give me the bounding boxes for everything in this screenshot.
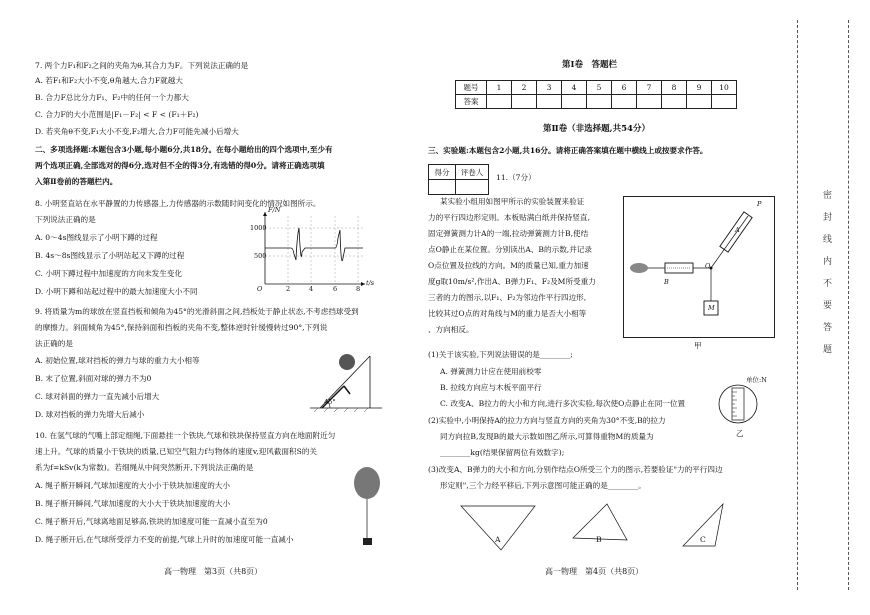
force-triangles <box>455 498 755 558</box>
q11-sub2: (2)实验中,小明保持A的拉力方向与竖直方向的夹角为30°不变,B的拉力 <box>428 416 666 425</box>
q8-option-c[interactable]: C. 小明下蹲过程中加速度的方向未发生变化 <box>35 269 183 278</box>
right-footer: 高一物理 第4页（共8页） <box>545 567 644 576</box>
graph-xlabel: t/s <box>366 279 375 287</box>
q11-para-line: 比较其过O点的对角线与M的重力是否大小相等 <box>428 309 587 318</box>
q11-sub1-b[interactable]: B. 拉线方向应与木板平面平行 <box>440 383 542 392</box>
q9-option-c[interactable]: C. 球对斜面的弹力一直先减小后增大 <box>35 392 160 401</box>
ans-num: 10 <box>712 81 737 95</box>
seal-margin-text: 密 封 线 内 不 要 答 题 <box>821 190 831 355</box>
section2-line2: 两个选项正确,全部选对的得6分,选对但不全的得3分,有选错的得0分。请将正确选项填 <box>35 161 325 170</box>
q11-sub3-b: 形定则",三个力经平移后,下列示意图可能正确的是________。 <box>440 481 646 490</box>
answer-table <box>455 80 737 109</box>
left-footer: 高一物理 第3页（共8页） <box>164 567 263 576</box>
ans-cell[interactable] <box>612 95 637 109</box>
seal-line-outer <box>848 20 849 590</box>
q11-para-line: 点O静止在某位置。分别读出A、B的示数,并记录 <box>428 245 592 254</box>
ans-num: 1 <box>487 81 512 95</box>
q11-sub3: (3)改变A、B弹力的大小和方向,分别作结点O所受三个力的图示,若要验证"力的平行四边 <box>428 465 723 474</box>
graph-tick-6: 6 <box>333 285 338 293</box>
q9-stem: 9. 将质量为m的球放在竖直挡板和倾角为45°的光滑斜面之间,挡板处于静止状态,不考虑挡球受到 <box>35 307 359 316</box>
ans-cell[interactable] <box>662 95 687 109</box>
ans-num: 4 <box>562 81 587 95</box>
graph-tick-2: 2 <box>286 285 291 293</box>
q7-option-b[interactable]: B. 合力F总比分力F₁、F₂中的任何一个力都大 <box>35 93 189 102</box>
q9-option-d[interactable]: D. 球对挡板的弹力先增大后减小 <box>35 410 145 419</box>
label-p: P <box>757 200 762 208</box>
triangle-c-label[interactable]: C <box>700 535 706 544</box>
label-a: A <box>735 226 740 234</box>
spring-scale-reading <box>718 378 762 426</box>
ans-num: 8 <box>662 81 687 95</box>
section3-title: 三、实验题:本题包含2小题,共16分。请将正确答案填在题中横线上或按要求作答。 <box>428 146 708 155</box>
q11-sub1-c[interactable]: C. 改变A、B拉力的大小和方向,进行多次实验,每次使O点静止在同一位置 <box>440 399 686 408</box>
q11-para-line: 某实验小组用如图甲所示的实验装置来验证 <box>440 197 585 206</box>
q8-option-a[interactable]: A. 0～4s图线显示了小明下蹲的过程 <box>35 233 158 242</box>
graph-tick-1000: 1000 <box>250 224 267 232</box>
incline-angle-label: 45° <box>324 398 336 406</box>
section2-line1: 二、多项选择题:本题包含3小题,每小题6分,共18分。在每小题给出的四个选项中,至少有 <box>35 145 333 154</box>
grader-label: 评卷人 <box>456 165 489 180</box>
q10-option-b[interactable]: B. 绳子断开瞬间,气球加速度的大小大于铁块加速度的大小 <box>35 499 231 508</box>
triangle-a-label[interactable]: A <box>495 535 501 544</box>
q8-stem2: 下列说法正确的是 <box>35 215 96 224</box>
grader-cell[interactable] <box>456 180 489 195</box>
ans-cell[interactable] <box>712 95 737 109</box>
q11-para-line: 三者的力的图示,以F₁、F₂为邻边作平行四边形, <box>428 293 587 302</box>
graph-tick-8: 8 <box>356 285 361 293</box>
q11-para-line: O点位置及拉线的方向。M的质量已知,重力加速 <box>428 261 589 270</box>
ans-cell[interactable] <box>562 95 587 109</box>
q10-stem2: 速上升。气球的质量小于铁块的质量,已知空气阻力f与物体的速度v,迎风截面积S的关 <box>35 447 318 456</box>
unit-label: 单位:N <box>746 376 767 384</box>
ans-cell[interactable] <box>587 95 612 109</box>
label-m: M <box>708 304 715 312</box>
q11-sub1: (1)关于该实验,下列说法错误的是________; <box>428 350 573 359</box>
balloon-figure <box>352 466 382 550</box>
triangle-b-label[interactable]: B <box>596 535 602 544</box>
section2-line3: 入第Ⅱ卷前的答题栏内。 <box>35 177 118 186</box>
q10-stem: 10. 在氢气球的气嘴上部定细绳,下面悬挂一个铁块,气球和铁块保持竖直方向在地面附近匀 <box>35 431 336 440</box>
q11-sub2-c: ________kg(结果保留两位有效数字); <box>440 448 565 457</box>
q11-para-line: 、方向相反。 <box>428 325 474 334</box>
graph-ylabel: F/N <box>268 206 281 214</box>
q11-para-line: 固定弹簧测力计A的一端,拉动弹簧测力计B,使结 <box>428 229 589 238</box>
q8-option-b[interactable]: B. 4s～8s图线显示了小明站起又下蹲的过程 <box>35 251 185 260</box>
force-time-graph <box>243 208 371 292</box>
q11-title: 11.（7分） <box>496 173 536 182</box>
score-table <box>428 164 489 195</box>
q8-option-d[interactable]: D. 小明下蹲和站起过程中的最大加速度大小不同 <box>35 287 198 296</box>
q7-option-d[interactable]: D. 若夹角θ不变,F₁大小不变,F₂增大,合力F可能先减小后增大 <box>35 127 239 136</box>
ans-cell[interactable] <box>537 95 562 109</box>
q10-option-a[interactable]: A. 绳子断开瞬间,气球加速度的大小小于铁块加速度的大小 <box>35 481 230 490</box>
q7-option-c[interactable]: C. 合力F的大小范围是|F₁－F₂| < F < (F₁＋F₂) <box>35 110 199 119</box>
q11-para-line: 力的平行四边形定则。本板贴满白纸并保持竖直, <box>428 213 590 222</box>
q9-stem3: 法正确的是 <box>35 339 73 348</box>
graph-tick-4: 4 <box>309 285 314 293</box>
incline-figure <box>308 350 384 412</box>
ans-label: 答案 <box>456 95 487 109</box>
q7-option-a[interactable]: A. 若F₁和F₂大小不变,θ角越大,合力F就越大 <box>35 76 183 85</box>
q10-option-d[interactable]: D. 绳子断开后,在气球所受浮力不变的前提,气球上升时的加速度可能一直减小 <box>35 535 294 544</box>
ans-cell[interactable] <box>637 95 662 109</box>
q8-stem: 8. 小明竖直站在水平静置的力传感器上,力传感器的示数随时间变化的情况如图所示。 <box>35 199 321 208</box>
figure-yi-caption: 乙 <box>736 429 744 438</box>
score-label: 得分 <box>429 165 456 180</box>
ans-num: 3 <box>537 81 562 95</box>
score-cell[interactable] <box>429 180 456 195</box>
q9-stem2: 的摩擦力。斜面倾角为45°,保持斜面和挡板的夹角不变,整体逆时针缓慢转过90°,下列说 <box>35 323 328 332</box>
q10-stem3: 系为f=kSv(k为常数)。若细绳从中间突然断开,下列说法正确的是 <box>35 463 254 472</box>
seal-line <box>797 20 798 590</box>
ans-num: 7 <box>637 81 662 95</box>
answer-section-title: 第Ⅰ卷 答题栏 <box>562 60 617 70</box>
ans-head: 题号 <box>456 81 487 95</box>
ans-num: 9 <box>687 81 712 95</box>
graph-tick-500: 500 <box>254 252 267 260</box>
q9-option-b[interactable]: B. 末了位置,斜面对球的弹力不为0 <box>35 374 152 383</box>
label-o: O <box>705 262 711 270</box>
ans-cell[interactable] <box>512 95 537 109</box>
q11-para-line: 度g取10m/s²,作出A、B弹力F₁、F₂及M所受重力 <box>428 277 596 286</box>
apparatus-figure <box>623 196 773 336</box>
graph-origin: O <box>257 285 263 293</box>
ans-num: 5 <box>587 81 612 95</box>
q7-stem: 7. 两个力F₁和F₂之间的夹角为θ,其合力为F。下列说法正确的是 <box>35 61 249 70</box>
ans-cell[interactable] <box>487 95 512 109</box>
ans-num: 2 <box>512 81 537 95</box>
part2-title: 第Ⅱ卷（非选择题,共54分） <box>543 124 650 134</box>
figure-jia-caption: 甲 <box>694 341 702 350</box>
q11-sub2-b: 同方向拉B,发现B的最大示数如图乙所示,可算得重物M的质量为 <box>440 432 654 441</box>
q11-sub1-a[interactable]: A. 弹簧测力计应在使用前校零 <box>440 367 542 376</box>
ans-cell[interactable] <box>687 95 712 109</box>
ans-num: 6 <box>612 81 637 95</box>
q9-option-a[interactable]: A. 初始位置,球对挡板的弹力与球的重力大小相等 <box>35 356 200 365</box>
q10-option-c[interactable]: C. 绳子断开后,气球离地面足够高,铁块的加速度可能一直减小直至为0 <box>35 517 268 526</box>
label-b: B <box>664 278 669 286</box>
